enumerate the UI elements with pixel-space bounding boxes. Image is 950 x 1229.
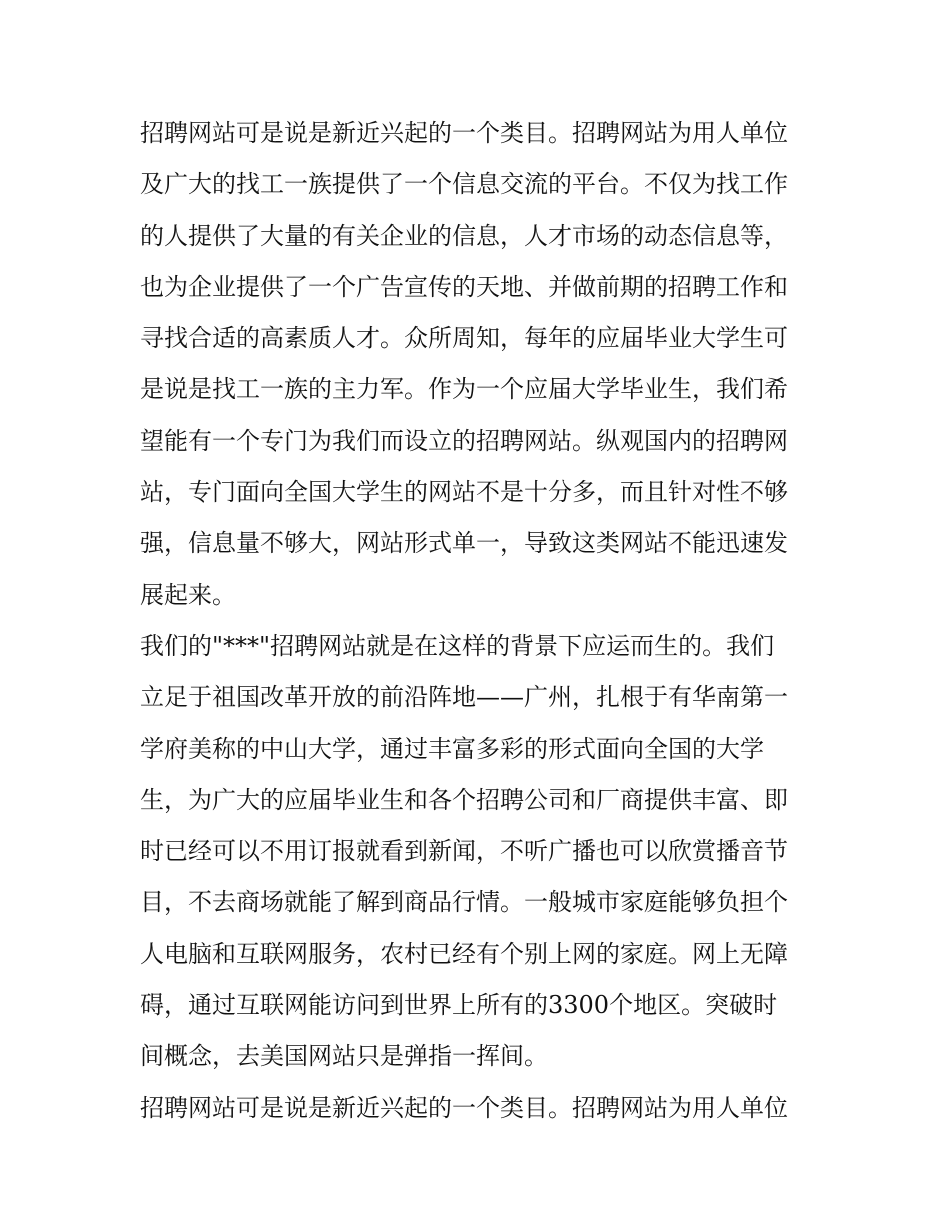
text-line: 站，专门面向全国大学生的网站不是十分多，而且针对性不够 [140, 478, 788, 507]
text-line: 是说是找工一族的主力军。作为一个应届大学毕业生，我们希 [140, 375, 788, 404]
text-line: 及广大的找工一族提供了一个信息交流的平台。不仅为找工作 [140, 170, 788, 199]
text-line: 立足于祖国改革开放的前沿阵地——广州，扎根于有华南第一 [140, 683, 788, 712]
text-line: 碍，通过互联网能访问到世界上所有的3300个地区。突破时 [140, 991, 778, 1020]
text-line: 寻找合适的高素质人才。众所周知，每年的应届毕业大学生可 [140, 324, 788, 353]
text-line: 目，不去商场就能了解到商品行情。一般城市家庭能够负担个 [140, 888, 788, 917]
text-line: 生，为广大的应届毕业生和各个招聘公司和厂商提供丰富、即 [140, 785, 788, 814]
text-line: 学府美称的中山大学，通过丰富多彩的形式面向全国的大学 [140, 734, 764, 763]
text-line: 的人提供了大量的有关企业的信息，人才市场的动态信息等， [140, 221, 788, 250]
text-line: 我们的"***"招聘网站就是在这样的背景下应运而生的。我们 [140, 631, 775, 660]
text-line: 招聘网站可是说是新近兴起的一个类目。招聘网站为用人单位 [140, 119, 788, 147]
text-line: 望能有一个专门为我们而设立的招聘网站。纵观国内的招聘网 [140, 426, 788, 455]
body-text [140, 108, 812, 1134]
text-line: 时已经可以不用订报就看到新闻，不听广播也可以欣赏播音节 [140, 837, 788, 866]
text-line: 间概念，去美国网站只是弹指一挥间。 [140, 1042, 548, 1071]
text-line: 强，信息量不够大，网站形式单一，导致这类网站不能迅速发 [140, 529, 788, 558]
text-line: 也为企业提供了一个广告宣传的天地、并做前期的招聘工作和 [140, 272, 788, 301]
text-line: 人电脑和互联网服务，农村已经有个别上网的家庭。网上无障 [140, 939, 788, 968]
text-line: 展起来。 [140, 580, 236, 609]
text-line: 招聘网站可是说是新近兴起的一个类目。招聘网站为用人单位 [140, 1093, 788, 1122]
